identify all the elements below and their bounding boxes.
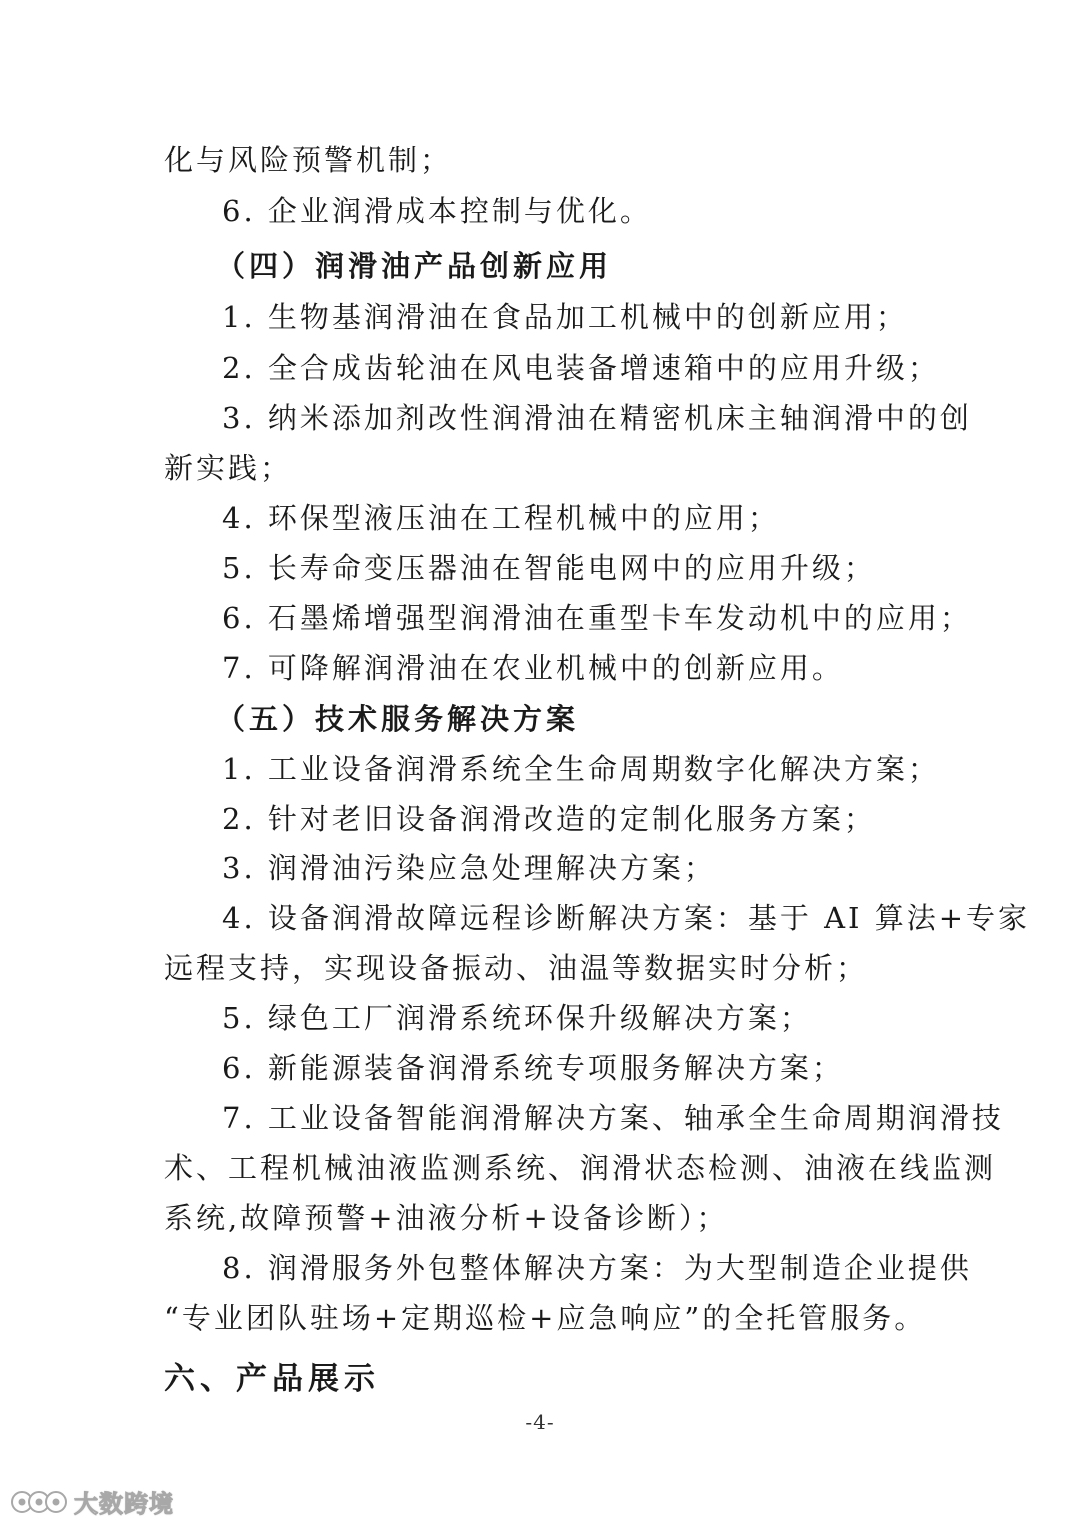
page-number: -4- [525,1410,555,1434]
paragraph-continuation: 新实践； [164,451,293,485]
list-item: 3. 润滑油污染应急处理解决方案； [222,851,716,885]
list-item: 2. 全合成齿轮油在风电装备增速箱中的应用升级； [222,351,940,385]
list-item: 7. 可降解润滑油在农业机械中的创新应用。 [222,651,844,685]
list-item: 4. 环保型液压油在工程机械中的应用； [222,501,780,535]
list-item: 3. 纳米添加剂改性润滑油在精密机床主轴润滑中的创 [222,401,972,435]
list-item: 6. 企业润滑成本控制与优化。 [222,194,652,228]
paragraph-continuation: 术、工程机械油液监测系统、润滑状态检测、油液在线监测 [164,1151,997,1185]
watermark-logo-icon [10,1487,68,1517]
list-item: 1. 工业设备润滑系统全生命周期数字化解决方案； [222,752,940,786]
subsection-heading: （五）技术服务解决方案 [216,702,580,736]
list-item: 4. 设备润滑故障远程诊断解决方案：基于 AI 算法+专家 [222,901,1031,935]
paragraph-continuation: 远程支持，实现设备振动、油温等数据实时分析； [164,951,869,985]
list-item: 8. 润滑服务外包整体解决方案：为大型制造企业提供 [222,1251,972,1285]
list-item: 2. 针对老旧设备润滑改造的定制化服务方案； [222,802,876,836]
paragraph-continuation: 系统,故障预警+油液分析+设备诊断）； [164,1201,729,1235]
list-item: 5. 长寿命变压器油在智能电网中的应用升级； [222,551,876,585]
list-item: 5. 绿色工厂润滑系统环保升级解决方案； [222,1001,812,1035]
watermark [10,1484,174,1519]
paragraph-continuation: “专业团队驻场+定期巡检+应急响应”的全托管服务。 [164,1301,927,1335]
paragraph-continuation: 化与风险预警机制； [164,143,453,177]
watermark-text: 大数跨境 [74,1490,174,1518]
list-item: 1. 生物基润滑油在食品加工机械中的创新应用； [222,300,908,334]
section-heading: 六、产品展示 [164,1361,380,1397]
list-item: 6. 石墨烯增强型润滑油在重型卡车发动机中的应用； [222,601,972,635]
list-item: 7. 工业设备智能润滑解决方案、轴承全生命周期润滑技 [222,1101,1004,1135]
subsection-heading: （四）润滑油产品创新应用 [216,249,613,283]
list-item: 6. 新能源装备润滑系统专项服务解决方案； [222,1051,844,1085]
